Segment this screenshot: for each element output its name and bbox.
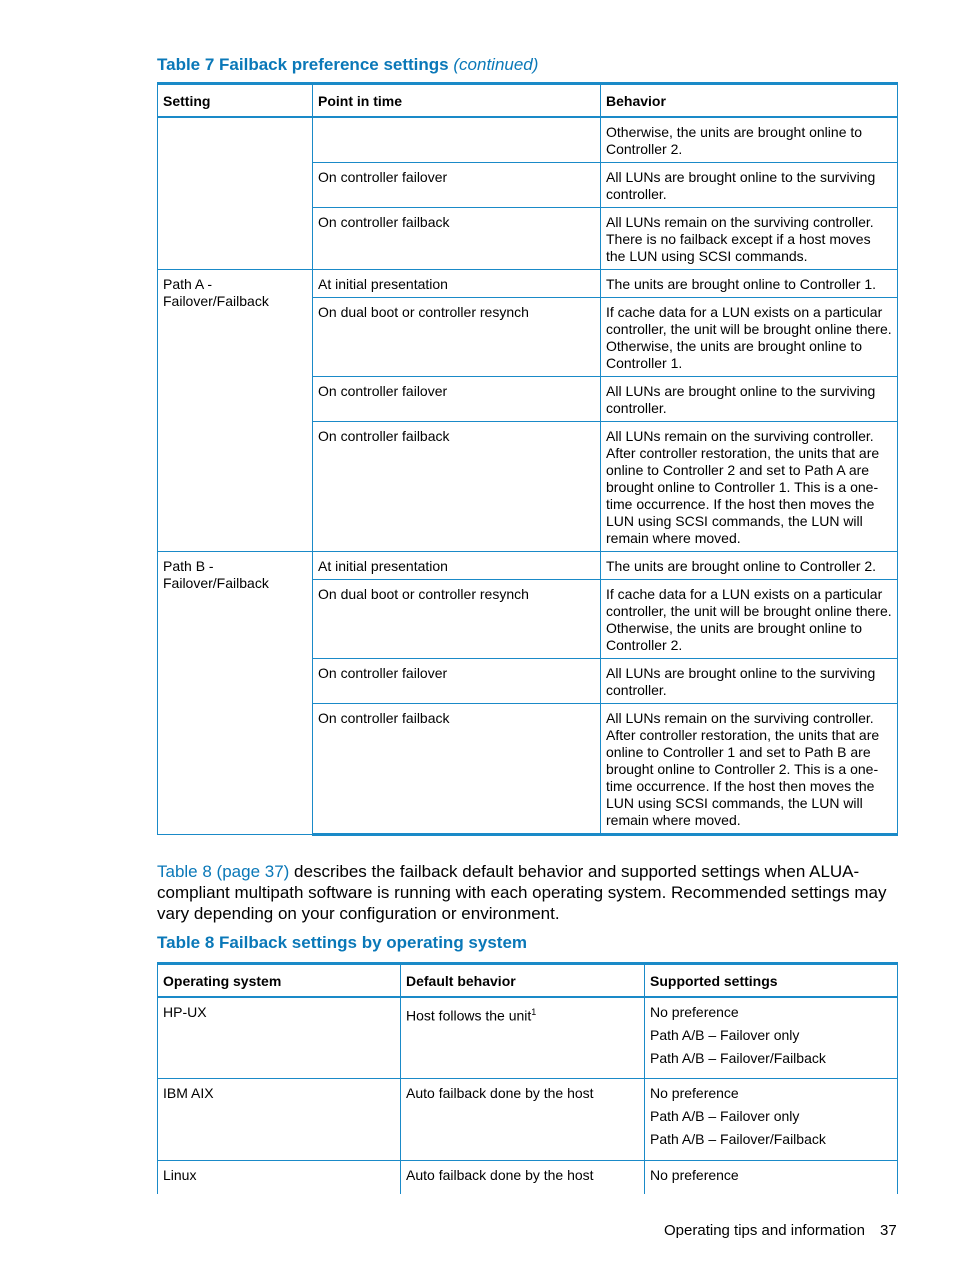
- table8: [157, 962, 898, 1194]
- setting-item: Path A/B – Failover only: [650, 1027, 800, 1043]
- table8-cell-settings: [645, 1078, 898, 1160]
- table7-cell-behavior: If cache data for a LUN exists on a particular controller, the unit will be brought online there. Otherwise, the units are brought online to Controller 1.: [601, 298, 898, 377]
- table7-cell-behavior: The units are brought online to Controller 1.: [601, 270, 898, 298]
- table8-cell-os: IBM AIX: [158, 1078, 401, 1160]
- page-number: 37: [880, 1222, 897, 1239]
- table8-cell-os: HP-UX: [158, 997, 401, 1078]
- body-paragraph: [157, 861, 902, 924]
- setting-item: Path A/B – Failover/Failback: [650, 1050, 826, 1066]
- table7-header-point: Point in time: [313, 84, 601, 118]
- table-row: [158, 1078, 898, 1160]
- table7-cell-behavior: The units are brought online to Controller 2.: [601, 552, 898, 580]
- table7-cell-point: On controller failover: [313, 163, 601, 208]
- table7-cell-point: On controller failback: [313, 704, 601, 835]
- table8-header-row: [158, 964, 898, 998]
- table7-cell-point: On controller failback: [313, 422, 601, 552]
- table8-cell-settings: [645, 997, 898, 1078]
- table-row: [158, 117, 898, 163]
- table7-cell-behavior: All LUNs are brought online to the surviving controller.: [601, 377, 898, 422]
- table8-cell-settings: [645, 1160, 898, 1194]
- table8-header-settings: Supported settings: [645, 964, 898, 998]
- default-text: Host follows the unit: [406, 1007, 532, 1024]
- table-row: [158, 1160, 898, 1194]
- table7-cell-point: On dual boot or controller resynch: [313, 298, 601, 377]
- table7-cell-point: On controller failover: [313, 377, 601, 422]
- table7-cell-behavior: Otherwise, the units are brought online to Controller 2.: [601, 117, 898, 163]
- table7-cell-point: On dual boot or controller resynch: [313, 580, 601, 659]
- table-row: [158, 270, 898, 298]
- table8-caption: Table 8 Failback settings by operating system: [157, 933, 528, 952]
- table8-header-os: Operating system: [158, 964, 401, 998]
- table7-caption-text: Table 7 Failback preference settings: [157, 55, 449, 74]
- table7-cell-setting: Path A - Failover/Failback: [158, 270, 313, 552]
- table8-cell-default: Auto failback done by the host: [401, 1160, 645, 1194]
- table7-header-behavior: Behavior: [601, 84, 898, 118]
- table7-cell-point: On controller failover: [313, 659, 601, 704]
- table7-cell-behavior: All LUNs remain on the surviving controller. After controller restoration, the units that are online to Controller 2 and set to Path A are brought online to Controller 1. This is a one-time occurrence. If the host then moves the LUN using SCSI commands, the LUN will remain where moved.: [601, 422, 898, 552]
- table8-cell-default: [401, 997, 645, 1078]
- setting-item: No preference: [650, 1166, 739, 1183]
- table7-cell-behavior: All LUNs are brought online to the surviving controller.: [601, 163, 898, 208]
- table8-cell-default: Auto failback done by the host: [401, 1078, 645, 1160]
- table8-cell-os: Linux: [158, 1160, 401, 1194]
- table7-cell-behavior: All LUNs remain on the surviving controller. There is no failback except if a host moves the LUN using SCSI commands.: [601, 208, 898, 270]
- table7-cell-setting: [158, 117, 313, 270]
- table7-header-row: [158, 84, 898, 118]
- table8-header-default: Default behavior: [401, 964, 645, 998]
- table7-cell-point: On controller failback: [313, 208, 601, 270]
- table7-header-setting: Setting: [158, 84, 313, 118]
- table7-cell-setting: Path B - Failover/Failback: [158, 552, 313, 835]
- table8-link[interactable]: Table 8 (page 37): [157, 862, 290, 881]
- table7-cell-behavior: If cache data for a LUN exists on a particular controller, the unit will be brought online there. Otherwise, the units are brought online to Controller 2.: [601, 580, 898, 659]
- setting-item: No preference: [650, 1084, 739, 1101]
- table7-cell-point: [313, 117, 601, 163]
- setting-item: No preference: [650, 1004, 739, 1020]
- table7-caption: [157, 55, 538, 75]
- table7-cell-behavior: All LUNs are brought online to the surviving controller.: [601, 659, 898, 704]
- footnote-ref[interactable]: 1: [531, 1007, 537, 1017]
- table-row: [158, 552, 898, 580]
- table7-cell-point: At initial presentation: [313, 552, 601, 580]
- table7-cell-behavior: All LUNs remain on the surviving controller. After controller restoration, the units that are online to Controller 1 and set to Path B are brought online to Controller 2. This is a one-time occurrence. If the host then moves the LUN using SCSI commands, the LUN will remain where moved.: [601, 704, 898, 835]
- footer-section: Operating tips and information: [664, 1222, 865, 1239]
- table7-cell-point: At initial presentation: [313, 270, 601, 298]
- setting-item: Path A/B – Failover/Failback: [650, 1130, 826, 1147]
- setting-item: Path A/B – Failover only: [650, 1107, 800, 1124]
- table7-caption-suffix: (continued): [453, 55, 539, 74]
- paragraph-text: describes the failback default behavior and supported settings when ALUA-compliant multipath software is running with each operating system. Recommended settings may vary depending on your configuration or environment.: [157, 862, 887, 923]
- table-row: [158, 997, 898, 1078]
- table7: [157, 82, 898, 836]
